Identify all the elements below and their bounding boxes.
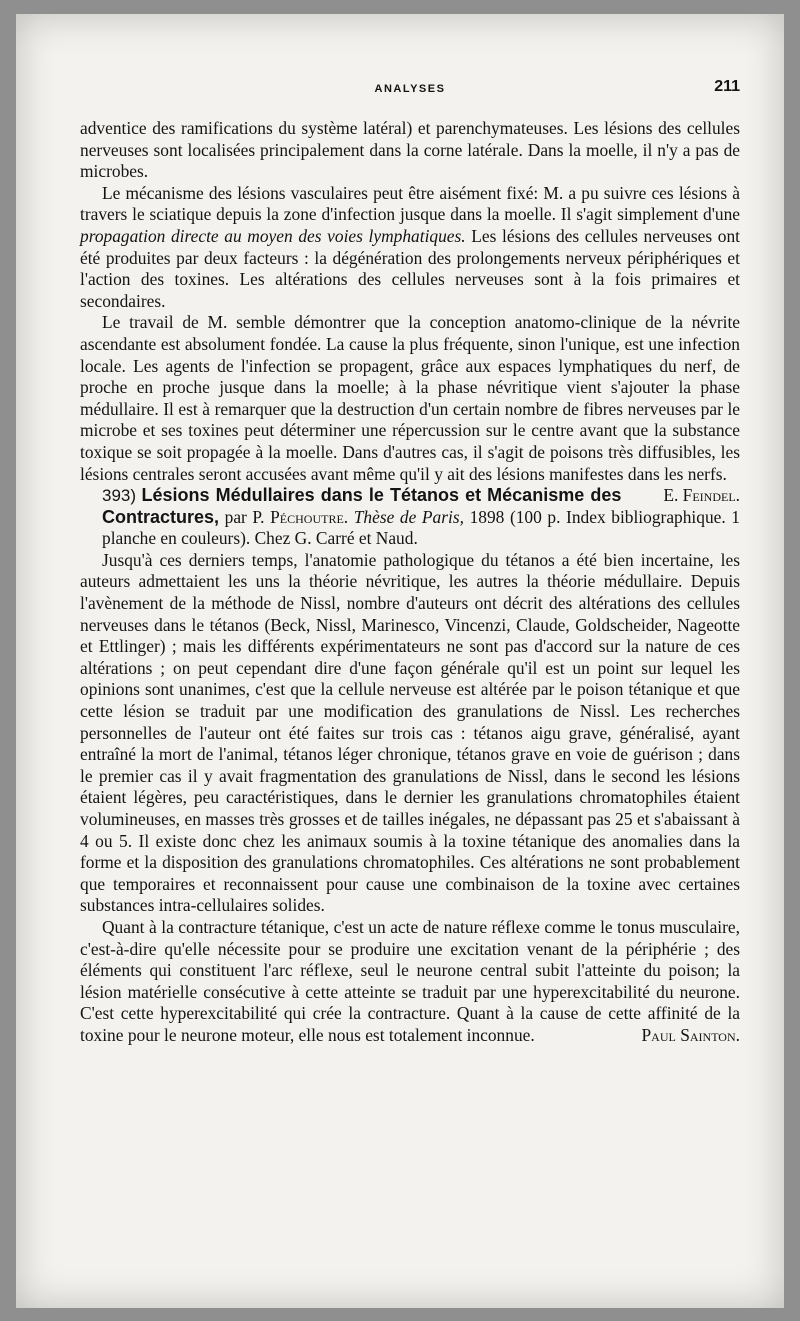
paragraph: Jusqu'à ces derniers temps, l'anatomie pathologique du tétanos a été bien incertaine, les auteurs admettaient les uns la théorie névritique, les autres la théorie médullaire. Depuis l'avènement de la méthode de Nissl, nombre d'auteurs ont décrit des altérations des cellules nerveuses dans le tétanos (Beck, Nissl, Marinesco, Vincenzi, Claude, Goldscheider, Nageotte et Ettlinger) ; mais les différents expérimentateurs ne sont pas d'accord sur la nature de ces altérations ; on peut cependant dire d'une façon générale qu'il est un point sur lequel les opinions sont unanimes, c'est que la cellule nerveuse est altérée par le poison tétanique et que cette lésion se traduit par une modification des granulations de Nissl. Les recherches personnelles de l'auteur ont été faites sur trois cas : tétanos aigu grave, généralisé, ayant entraîné la mort de l'animal, tétanos léger chronique, tétanos grave en voie de guérison ; dans le premier cas il y avait fragmentation des granulations de Nissl, dans le second les lésions étaient légères, peu caractéristiques, dans le dernier les granulations chromatophiles étaient volumineuses, en masses très grosses et de tailles inégales, ne dépassant pas 25 et s'abaissant à 4 ou 5. Il existe donc chez les animaux soumis à la toxine tétanique des anomalies dans la forme et la disposition des granulations chromatophiles. Ces altérations ne sont probablement que temporaires et reconnaissent pour cause une combinaison de la toxine avec certaines substances intra-cellulaires solides. (80, 549, 740, 916)
italic-phrase: propagation directe au moyen des voies lymphatiques. (80, 225, 466, 246)
entry-title: Lésions Médullaires dans le Tétanos et Mécanisme des Contractures, (102, 485, 622, 527)
author-signature: Paul Sainton. (641, 1024, 740, 1045)
paragraph (80, 917, 740, 1047)
entry-details: 1898 (100 p. Index bibliographique. 1 planche en couleurs). Chez G. Carré et Naud. (102, 506, 741, 549)
entry-by: par P. (219, 506, 271, 527)
paragraph-text: Les lésions des cellules nerveuses ont été produites par deux facteurs : la dégénération des prolongements nerveux périphériques et l'action des toxines. Les altérations des cellules nerveuses sont à la fois primaires et secondaires. (80, 225, 740, 311)
body-text (80, 118, 740, 1047)
entry-thesis: Thèse de Paris, (353, 506, 464, 527)
running-title: ANALYSES (374, 83, 446, 95)
entry-dot: . (343, 506, 354, 527)
paragraph-text: Le mécanisme des lésions vasculaires peut être aisément fixé: M. a pu suivre ces lésions à travers le sciatique depuis la zone d'infection jusque dans la moelle. Il s'agit simplement d'une (80, 182, 740, 225)
paragraph-text: Quant à la contracture tétanique, c'est un acte de nature réflexe comme le tonus musculaire, c'est-à-dire qu'elle nécessite pour se produire une excitation venant de la périphérie ; des éléments qui constituent l'arc réflexe, seul le neurone central subit l'atteinte du poison; la lésion matérielle consécutive à cette atteinte se traduit par une hyperexcitabilité du neurone. C'est cette hyperexcitabilité qui crée la contracture. Quant à la cause de cette affinité de la toxine pour le neurone moteur, elle nous est totalement inconnue. (80, 916, 740, 1045)
author-signature: E. Feindel. (663, 485, 740, 506)
paragraph: adventice des ramifications du système latéral) et parenchymateuses. Les lésions des cellules nerveuses sont localisées principalement dans la corne latérale. Dans la moelle, il n'y a pas de microbes. (80, 118, 740, 182)
entry-number: 393) (102, 486, 137, 506)
paragraph (80, 183, 740, 313)
entry-author: Péchoutre (270, 506, 344, 527)
paragraph-text: Le travail de M. semble démontrer que la conception anatomo-clinique de la névrite ascendante est absolument fondée. La cause la plus fréquente, sinon l'unique, est une infection locale. Les agents de l'infection se propagent, grâce aux espaces lymphatiques du nerf, de proche en proche jusque dans la moelle; à la phase névritique vient s'ajouter la phase médullaire. Il est à remarquer que la destruction d'un certain nombre de fibres nerveuses par le microbe et ses toxines peut déterminer une répercussion sur le centre avant que la substance toxique se soit propagée à la moelle. Dans d'autres cas, il s'agit de poisons très diffusibles, les lésions centrales seront accusées avant même qu'il y ait des lésions manifestes dans les nerfs. (80, 312, 740, 484)
running-head (80, 78, 740, 100)
book-page (16, 14, 784, 1308)
page-number: 211 (714, 78, 740, 95)
